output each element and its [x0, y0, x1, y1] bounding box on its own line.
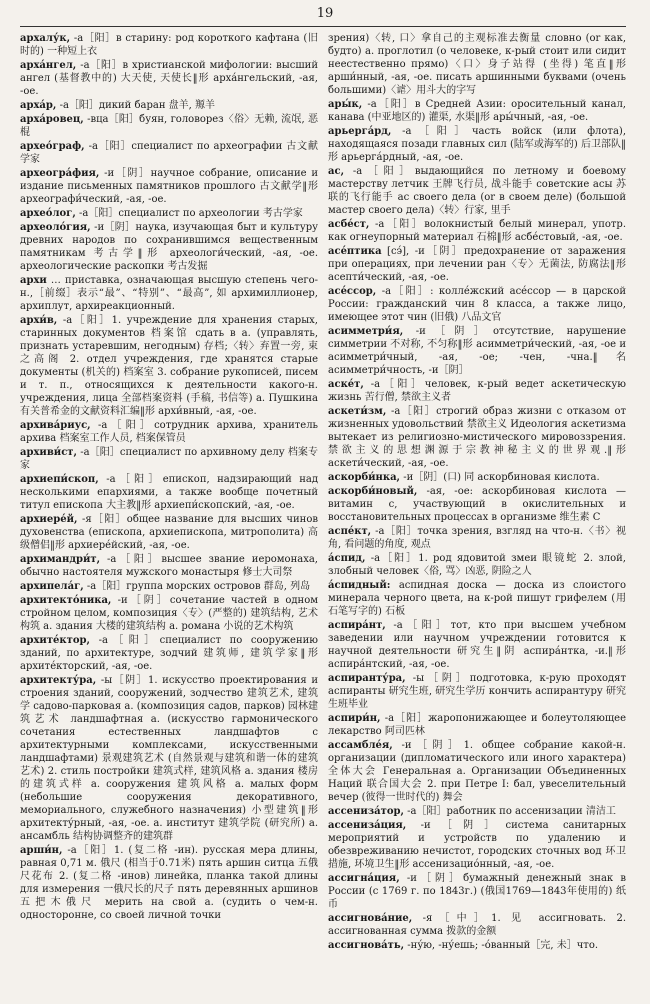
dictionary-entry: [20, 274, 318, 313]
entry-definition: -а［阳］тот, кто при высшем учебном заведении или научном учреждении готовится к научной деятельности 研究生‖阴 аспира́нтка, -и.‖形 аспира́нтский, -ая, -ое.: [328, 620, 626, 670]
entry-headword: асе́птика: [328, 246, 382, 257]
columns: [20, 32, 626, 996]
dictionary-entry: [20, 674, 318, 843]
dictionary-entry: [328, 325, 626, 377]
entry-definition: -а［阳］в христианской мифологии: высший ангел (基督教中的) 大天使, 天使长‖形 арха́нгельский, -ая, -ое.: [20, 60, 318, 97]
entry-headword: архите́ктор,: [20, 635, 90, 646]
entry-headword: аскети́зм,: [328, 406, 387, 417]
dictionary-entry: [328, 552, 626, 578]
dictionary-entry: [20, 473, 318, 512]
entry-headword: арха́нгел,: [20, 60, 77, 71]
dictionary-entry: [328, 912, 626, 938]
entry-headword: архиере́й,: [20, 514, 78, 525]
entry-headword: ассениза́тор,: [328, 806, 404, 817]
entry-definition: -а［阳］в Средней Азии: оросительный канал, канава (中亚地区的) 灌渠, 水渠‖形 ары́чный, -ая, -ое.: [328, 99, 626, 123]
right-column: [328, 32, 626, 996]
entry-definition: -и［阴］научное собрание, описание и издание письменных памятников прошлого 古文献学‖形 археографи́ческий, -ая, -ое.: [20, 168, 318, 205]
entry-definition: -и［阴］1. общее собрание какой-н. организации (дипломатического или иного характера) 全体大会 Генеральная а. Организации Объединенных Наций 联合国大会 2. при Петре I: бал, увеселительный вечер (彼得一世时代的) 舞会: [328, 740, 626, 803]
entry-headword: асе́ссор,: [328, 286, 377, 297]
entry-definition: … приставка, означающая высшую степень чего-н.,［前缀］表示“最”、“特别”、“最高”, 如 архимиллионер, архиплут, архиреакционный.: [20, 275, 318, 312]
dictionary-entry: [328, 125, 626, 164]
entry-headword: аспири́н,: [328, 713, 381, 724]
entry-headword: архива́риус,: [20, 420, 91, 431]
dictionary-entry: [20, 634, 318, 673]
entry-headword: аспе́кт,: [328, 526, 372, 537]
entry-definition: -а［阳］специалист по сооружению зданий, по архитектуре, зодчий 建筑师, 建筑学家‖形 архите́кторский, -ая, -ое.: [20, 635, 318, 672]
entry-definition: -и［阴］(口) 同 аскорбиновая кислота.: [400, 472, 600, 483]
entry-definition: зрения)〈转, 口〉拿自己的主观标准去衡量 словно (or как, будто) а. проглотил (о человеке, к-рый стоит или сидит неестественно прямо)〈口〉身子站得 (坐得) 笔直‖形 арши́нный, -ая, -ое. писать аршинными буквами (очень большими)〈谑〉用斗大的字写: [328, 33, 626, 96]
entry-definition: -ая, -ое: аскорбиновая кислота — витамин с, участвующий в окислительных и восстановительных процессах в организме 维生素 C: [328, 486, 626, 523]
dictionary-entry: [20, 59, 318, 98]
entry-headword: аскорби́нка,: [328, 472, 401, 483]
entry-definition: -и［阴］отсутствие, нарушение симметрии 不对称, 不匀称‖形 асимметри́ческий, -ая, -ое и асимметри́чный, -ая, -ое; -чен, -чна.‖名 асимметри́чность, -и［阴］: [328, 326, 626, 376]
dictionary-entry: [20, 113, 318, 139]
entry-headword: арши́н,: [20, 845, 63, 856]
dictionary-entry: [20, 314, 318, 418]
entry-headword: асбе́ст,: [328, 219, 370, 230]
entry-headword: архитекту́ра,: [20, 675, 97, 686]
entry-headword: ассениза́ция,: [328, 820, 407, 831]
dictionary-entry: [328, 525, 626, 551]
entry-headword: ас,: [328, 166, 345, 177]
dictionary-entry: [20, 167, 318, 206]
entry-definition: -а［阳］1. (复二格 -ин). русская мера длины, равная 0,71 м. 俄尺 (相当于0.71米) пять аршин ситца 五俄尺花布 2. (复二格 -инов) линейка, планка такой длины для измерения 一俄尺长的尺子 пять деревянных аршинов 五把木俄尺 мерить на свой а. (судить о чем-н. односторонне, со своей личной точки: [20, 845, 318, 921]
entry-headword: архитекто́ника,: [20, 595, 112, 606]
dictionary-entry: [328, 619, 626, 671]
entry-definition: -а［阳］выдающийся по летному и боевому мастерству летчик 王牌飞行员, 战斗能手 советские асы 苏联的飞行能手 ас своего дела (or в своем деле) (большой мастер своего дела)〈转〉行家, 里手: [328, 166, 626, 216]
entry-headword: арьерга́рд,: [328, 126, 392, 137]
dictionary-entry: [328, 378, 626, 404]
dictionary-entry: [20, 594, 318, 633]
dictionary-entry: [328, 98, 626, 124]
dictionary-entry: [328, 805, 626, 818]
dictionary-entry: [328, 939, 626, 952]
entry-headword: ассигна́ция,: [328, 873, 400, 884]
entry-definition: -а［阳］точка зрения, взгляд на что-н.〈书〉视角, 看问题的角度, 观点: [328, 526, 626, 550]
entry-definition: аспидная доска — доска из слоистого минерала черного цвета, на к-рой пишут грифелем (用石笔写字的) 石板: [328, 580, 626, 617]
dictionary-entry: [328, 485, 626, 524]
entry-definition: -а［阳］сотрудник архива, хранитель архива 档案室工作人员, 档案保管员: [20, 420, 318, 444]
entry-definition: -а［阳］1. учреждение для хранения старых, старинных документов 档案馆 сдать в а. (управлять, признать устаревшим, негодным) 存档;〈转〉弃置一旁, 束之高阁 2. отдел учреждения, где хранятся старые документы (机关的) 档案室 3. собрание рукописей, писем и т. п., относящихся к деятельности какого-н. учреждения, лица 全部档案资料 (手稿, 书信等) а. Пушкина 有关普希金的文献资料汇编‖形 архи́вный, -ая, -ое.: [20, 315, 318, 417]
page-number: 19: [316, 6, 334, 21]
dictionary-entry: [20, 419, 318, 445]
entry-headword: а́спидный:: [328, 580, 391, 591]
entry-definition: -я［中］1. 见 ассигновать. 2. ассигнованная сумма 拨款的金额: [328, 913, 626, 937]
dictionary-entry: [328, 285, 626, 324]
entry-headword: ассигнова́ть,: [328, 940, 405, 951]
entry-definition: -ы［阴］подготовка, к-рую проходят аспиранты 研究生班, 研究生学历 кончить аспирантуру 研究生班毕业: [328, 673, 626, 710]
entry-headword: ассамбле́я,: [328, 740, 393, 751]
entry-headword: археоло́гия,: [20, 222, 91, 233]
dictionary-entry: [20, 207, 318, 220]
entry-definition: -а［阳］жаропонижающее и болеутоляющее лекарство 阿司匹林: [328, 713, 626, 737]
entry-definition: -и［阴］наука, изучающая быт и культуру древних народов по сохранившимся вещественным памятникам 考古学‖形 археологи́ческий, -ая, -ое. археологические раскопки 考古发掘: [20, 222, 318, 272]
entry-definition: -а［阳］человек, к-рый ведет аскетическую жизнь 苦行僧, 禁欲主义者: [328, 379, 626, 403]
entry-headword: архи́в,: [20, 315, 58, 326]
entry-definition: -я［阳］общее название для высших чинов духовенства (епископа, архиепископа, митрополита) 高级僧侣‖形 архиере́йский, -ая, -ое.: [20, 514, 318, 551]
dictionary-entry: [328, 245, 626, 284]
entry-definition: -а［阳］часть войск (или флота), находящаяся позади главных сил (陆军或海军的) 后卫部队‖形 арьерга́рдный, -ая, -ое.: [328, 126, 626, 163]
dictionary-entry: [20, 140, 318, 166]
dictionary-entry: [328, 471, 626, 484]
entry-definition: -ну́ю, -ну́ешь; -о́ванный［完, 未］что.: [404, 940, 599, 951]
entry-headword: арха́ровец,: [20, 114, 84, 125]
dictionary-entry: [20, 513, 318, 552]
dictionary-entry: [20, 32, 318, 58]
entry-definition: -а［阳］специалист по архивному делу 档案专家: [20, 447, 318, 471]
entry-headword: архиви́ст,: [20, 447, 77, 458]
entry-definition: -и［阴］система санитарных мероприятий и устройств по удалению и обезвреживанию нечистот, городских сточных вод 环卫措施, 环境卫生‖形 ассенизацио́нный, -ая, -ое.: [328, 820, 626, 870]
left-column: [20, 32, 318, 996]
entry-headword: аспиранту́ра,: [328, 673, 406, 684]
entry-headword: архипела́г,: [20, 581, 84, 592]
entry-definition: -а［阳］строгий образ жизни с отказом от жизненных удовольствий 禁欲主义 Идеология аскетизма вытекает из религиозно-мистического мировоззрения. 禁欲主义的思想渊源于宗教神秘主义的世界观.‖形 аскети́ческий, -ая, -ое.: [328, 406, 626, 469]
entry-definition: -а［阳］специалист по археологии 考古学家: [75, 208, 303, 219]
entry-headword: аскорби́новый,: [328, 486, 418, 497]
entry-headword: асимметри́я,: [328, 326, 404, 337]
dictionary-entry: [328, 405, 626, 470]
dictionary-entry: [328, 218, 626, 244]
entry-headword: аске́т,: [328, 379, 364, 390]
entry-headword: архи: [20, 275, 47, 286]
dictionary-entry: [20, 99, 318, 112]
entry-definition: -а［阳］дикий баран 盘羊, 羱羊: [56, 100, 216, 111]
entry-definition: -а［阳］: колле́жский асе́ссор — в царской России: гражданский чин 8 класса, а также лицо, имеющее этот чин (旧俄) 八品文官: [328, 286, 626, 323]
entry-headword: а́спид,: [328, 553, 366, 564]
dictionary-entry: [20, 553, 318, 579]
dictionary-entry: [328, 165, 626, 217]
dictionary-entry: [328, 579, 626, 618]
entry-definition: -а［阳］волокнистый белый минерал, употр. как огнеупорный материал 石棉‖形 асбе́стовый, -ая, -ое.: [328, 219, 626, 243]
entry-definition: -а［阳］1. род ядовитой змеи 眼镜蛇 2. злой, злобный человек〈俗, 骂〉凶恶, 阴险之人: [328, 553, 626, 577]
header-rule: [20, 26, 626, 27]
dictionary-entry: [20, 221, 318, 273]
entry-definition: -вца［阳］буян, головорез〈俗〉无赖, 流氓, 恶棍: [20, 114, 318, 138]
entry-definition: -ы［阴］1. искусство проектирования и строения зданий, сооружений, зодчество 建筑艺术, 建筑学 садово-парковая а. (композиция садов, парков) 园林建筑艺术 ландшафтная а. (искусство гармонического сочетания естественных ландшафтов с архитектурными комплексами, искусственными ландшафтами) 景观建筑艺术 (自然景观与建筑和谐一体的建筑艺术) 2. стиль постройки 建筑式样, 建筑风格 а. здания 楼房的建筑式样 а. сооружения 建筑风格 а. малых форм (небольшие сооружения декоративного, мемориального, служебного назначения) 小型建筑‖形 архитекту́рный, -ая, -ое. а. институт 建筑学院 (研究所) а. ансамбль 结构协调整齐的建筑群: [20, 675, 318, 842]
entry-definition: -а［阳］группа морских островов 群岛, 列岛: [83, 581, 311, 592]
dictionary-entry: [328, 739, 626, 804]
dictionary-entry: [20, 446, 318, 472]
dictionary-entry: [20, 580, 318, 593]
dictionary-entry: [328, 819, 626, 871]
dictionary-entry: [328, 872, 626, 911]
entry-headword: архалу́к,: [20, 33, 71, 44]
entry-definition: -а［阳］в старину: род короткого кафтана (旧时的) 一种短上衣: [20, 33, 318, 57]
entry-headword: архео́граф,: [20, 141, 85, 152]
entry-definition: -а［阳］епископ, надзирающий над несколькими епархиями, а также вообще почетный титул епископа 大主教‖形 архиепи́скопский, -ая, -ое.: [20, 474, 318, 511]
entry-headword: архиепи́скоп,: [20, 474, 99, 485]
entry-definition: -и［阴］бумажный денежный знак в России (с 1769 г. по 1843г.) (俄国1769—1843年使用的) 纸币: [328, 873, 626, 910]
entry-headword: ассигнова́ние,: [328, 913, 413, 924]
dictionary-entry: [328, 672, 626, 711]
entry-definition: -а［阳］работник по ассенизации 清洁工: [403, 806, 616, 817]
dictionary-entry: [20, 844, 318, 922]
entry-definition: [сэ́], -и［阴］предохранение от заражения при операциях, при лечении ран〈专〉无菌法, 防腐法‖形 асепти́ческий, -ая, -ое.: [328, 246, 626, 283]
dictionary-entry: [328, 712, 626, 738]
entry-definition: -и［阴］сочетание частей в одном стройном целом, композиция〈专〉(严整的) 建筑结构, 艺术构筑 а. здания 大楼的建筑结构 а. романа 小说的艺术构筑: [20, 595, 318, 632]
entry-headword: ары́к,: [328, 99, 363, 110]
entry-definition: -а［阳］высшее звание иеромонаха, обычно настоятеля мужского монастыря 修士大司祭: [20, 554, 318, 578]
entry-headword: арха́р,: [20, 100, 57, 111]
entry-headword: архео́лог,: [20, 208, 76, 219]
entry-headword: аспира́нт,: [328, 620, 386, 631]
entry-headword: архимандри́т,: [20, 554, 101, 565]
dictionary-entry: [328, 32, 626, 97]
entry-headword: археогра́фия,: [20, 168, 100, 179]
entry-definition: -а［阳］специалист по археографии 古文献学家: [20, 141, 318, 165]
